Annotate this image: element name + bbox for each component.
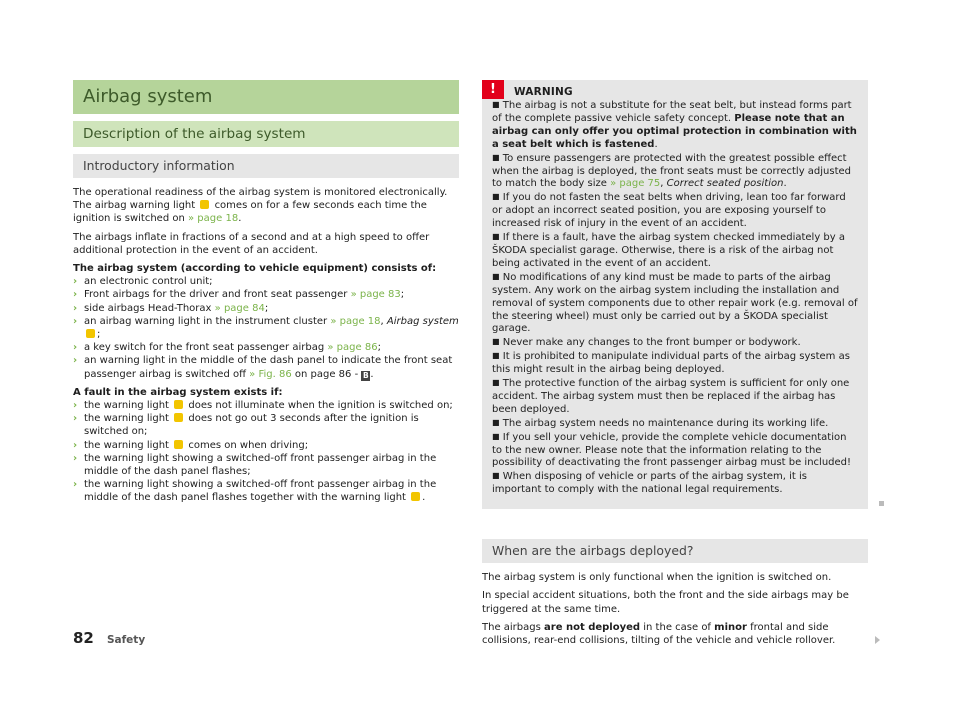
airbag-warning-light-icon — [174, 400, 183, 409]
list-item: ■ If you do not fasten the seat belts when driving, lean too far forward or adopt an incorrect seated position, you are exposing yourself to increased risk of injury in the event of an accident. — [492, 192, 846, 230]
airbag-warning-light-icon — [86, 329, 95, 338]
chevron-right-icon: › — [73, 439, 78, 451]
page-reference-link[interactable]: » page 18 — [330, 315, 381, 327]
subsection-title: When are the airbags deployed? — [482, 539, 868, 563]
list-item: › side airbags Head-Thorax » page 84; — [73, 302, 269, 314]
chapter-title: Airbag system — [73, 80, 459, 114]
footer-section-name: Safety — [106, 634, 146, 646]
list-item: ■ When disposing of vehicle or parts of the airbag system, it is important to comply with the national legal requirements. — [492, 471, 808, 496]
list-item: › the warning light comes on when driving; — [73, 439, 309, 451]
list-item: ■ It is prohibited to manipulate individual parts of the airbag system as this might result in the airbag being deployed. — [492, 351, 850, 376]
warning-header — [482, 80, 858, 99]
warning-list — [492, 99, 858, 497]
list-item: ■ The airbag system needs no maintenance during its working life. — [492, 417, 829, 429]
left-column — [73, 80, 459, 510]
chevron-right-icon: › — [73, 302, 78, 314]
intro-paragraph-2: The airbags inflate in fractions of a second and at a high speed to offer additional protection in the event of an accident. — [73, 231, 430, 256]
page-number: 82 — [73, 629, 94, 647]
chevron-right-icon: › — [73, 400, 78, 412]
subsection-title: Introductory information — [73, 154, 459, 178]
page-reference-link[interactable]: » page 18 — [188, 213, 239, 225]
list-item: › the warning light showing a switched-off front passenger airbag in the middle of the dash panel flashes together with the warning light . — [73, 479, 437, 504]
warning-triangle-icon: ! — [482, 80, 504, 99]
list-item: › an electronic control unit; — [73, 276, 213, 288]
page-reference-link[interactable]: » page 75 — [610, 178, 661, 190]
chevron-right-icon: › — [73, 315, 78, 327]
chevron-right-icon: › — [73, 276, 78, 288]
list-item: ■ If you sell your vehicle, provide the complete vehicle documentation to the new owner. Please note that the information relating to the possibility of deactivating the front passenger airbag must be included! — [492, 431, 852, 469]
consists-list — [73, 275, 459, 381]
page-footer — [73, 628, 145, 648]
figure-reference-link[interactable]: » Fig. 86 — [249, 368, 292, 380]
list-item: ■ The protective function of the airbag system is sufficient for only one accident. The airbag system must then be replaced if the airbag has been deployed. — [492, 378, 850, 415]
chevron-right-icon: › — [73, 289, 78, 301]
end-of-section-icon — [879, 501, 884, 506]
warning-title: WARNING — [514, 86, 573, 98]
deploy-paragraph-1: The airbag system is only functional when the ignition is switched on. — [482, 572, 832, 584]
figure-letter-badge: B — [363, 370, 369, 380]
chevron-right-icon: › — [73, 413, 78, 425]
warning-box — [482, 80, 868, 509]
chevron-right-icon: › — [73, 452, 78, 464]
airbag-warning-light-icon — [174, 413, 183, 422]
list-item: › the warning light showing a switched-off front passenger airbag in the middle of the dash panel flashes; — [73, 452, 437, 478]
list-item: › an airbag warning light in the instrument cluster » page 18, Airbag system ; — [73, 315, 459, 341]
chevron-right-icon: › — [73, 342, 78, 354]
deploy-paragraph-2: In special accident situations, both the front and the side airbags may be triggered at the same time. — [482, 590, 849, 615]
page-reference-link[interactable]: » page 84 — [214, 302, 265, 314]
chevron-right-icon: › — [73, 355, 78, 367]
list-item: › Front airbags for the driver and front seat passenger » page 83; — [73, 289, 405, 301]
list-item: › an warning light in the middle of the dash panel to indicate the front seat passenger airbag is switched off » Fig. 86 on page 86 - B . — [73, 355, 453, 380]
airbag-warning-light-icon — [200, 200, 209, 209]
continued-arrow-icon — [875, 636, 880, 644]
right-column — [482, 80, 868, 652]
list-item: ■ To ensure passengers are protected with the greatest possible effect when the airbag is deployed, the front seats must be correctly adjusted to match the body size » page 75, Correct seated position. — [492, 152, 852, 190]
page-reference-link[interactable]: » page 86 — [327, 342, 378, 354]
deploy-paragraph-3: The airbags are not deployed in the case of minor frontal and side collisions, rear-end collisions, tilting of the vehicle and vehicle rollover. — [482, 621, 868, 647]
list-item: ■ The airbag is not a substitute for the seat belt, but instead forms part of the complete passive vehicle safety concept. Please note that an airbag can only offer you optimal protection in combination with a seat belt which is fastened. — [492, 100, 857, 150]
list-item: ■ Never make any changes to the front bumper or bodywork. — [492, 337, 801, 349]
list-item: ■ If there is a fault, have the airbag system checked immediately by a ŠKODA specialist garage. Otherwise, there is a risk of the airbag not being activated in the event of an accident. — [492, 232, 845, 269]
page-reference-link[interactable]: » page 83 — [350, 289, 401, 301]
airbag-warning-light-icon — [174, 440, 183, 449]
section-title: Description of the airbag system — [73, 121, 459, 147]
consists-heading: The airbag system (according to vehicle equipment) consists of: — [73, 263, 437, 275]
list-item: › a key switch for the front seat passenger airbag » page 86; — [73, 342, 381, 354]
list-item: ■ No modifications of any kind must be made to parts of the airbag system. Any work on the airbag system including the installation and removal of system components due to other repair work (e.g. removal of the steering wheel) must only be carried out by a ŠKODA specialist garage. — [492, 271, 858, 335]
fault-heading: A fault in the airbag system exists if: — [73, 386, 283, 398]
chevron-right-icon: › — [73, 479, 78, 491]
airbag-warning-light-icon — [411, 492, 420, 501]
list-item: › the warning light does not illuminate when the ignition is switched on; — [73, 400, 453, 412]
intro-paragraph-1: The operational readiness of the airbag system is monitored electronically. The airbag warning light comes on for a few seconds each time the ignition is switched on » page 18. — [73, 187, 448, 225]
list-item: › the warning light does not go out 3 seconds after the ignition is switched on; — [73, 413, 419, 438]
fault-list — [73, 399, 459, 505]
